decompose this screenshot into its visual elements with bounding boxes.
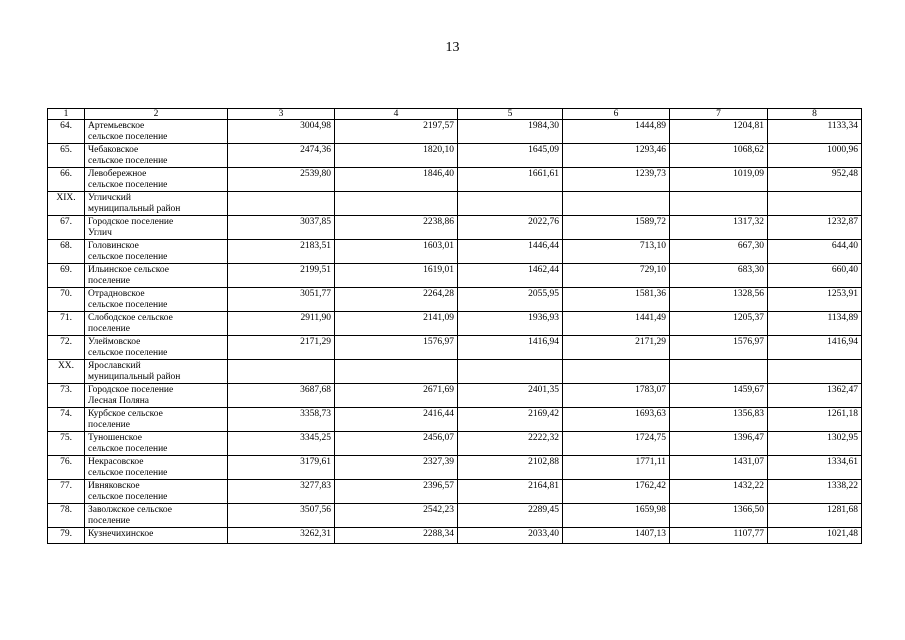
- column-header: 7: [670, 109, 768, 120]
- value-cell-col-3: 3037,85: [228, 216, 335, 240]
- value-cell-col-6: 1771,11: [563, 456, 670, 480]
- value-cell-col-6: 1589,72: [563, 216, 670, 240]
- value-cell-col-8: 1253,91: [768, 288, 862, 312]
- row-number-cell: 75.: [48, 432, 85, 456]
- row-number-cell: 76.: [48, 456, 85, 480]
- table-row: [48, 432, 862, 456]
- value-cell-col-7: 1205,37: [670, 312, 768, 336]
- table-row: [48, 120, 862, 144]
- value-cell-col-8: 1021,48: [768, 528, 862, 544]
- value-cell-col-8: 1362,47: [768, 384, 862, 408]
- settlement-name-cell: Городское поселение Углич: [85, 216, 228, 240]
- value-cell-col-3: 2199,51: [228, 264, 335, 288]
- value-cell-col-6: 1441,49: [563, 312, 670, 336]
- value-cell-col-7: 1204,81: [670, 120, 768, 144]
- value-cell-col-4: 2327,39: [335, 456, 458, 480]
- value-cell-col-8: 1338,22: [768, 480, 862, 504]
- settlement-name-cell: Ильинское сельское поселение: [85, 264, 228, 288]
- value-cell-col-4: 2671,69: [335, 384, 458, 408]
- table-row: [48, 288, 862, 312]
- table-row: [48, 144, 862, 168]
- value-cell-col-5: 2055,95: [458, 288, 563, 312]
- value-cell-col-4: 1603,01: [335, 240, 458, 264]
- value-cell-col-5: 2164,81: [458, 480, 563, 504]
- value-cell-col-5: 1446,44: [458, 240, 563, 264]
- value-cell-col-8: 1416,94: [768, 336, 862, 360]
- column-header: 5: [458, 109, 563, 120]
- table-row: [48, 504, 862, 528]
- settlement-name-cell: Головинское сельское поселение: [85, 240, 228, 264]
- value-cell-col-4: 1619,01: [335, 264, 458, 288]
- value-cell-col-8: [768, 360, 862, 384]
- value-cell-col-7: 1432,22: [670, 480, 768, 504]
- value-cell-col-3: 3345,25: [228, 432, 335, 456]
- value-cell-col-6: 1581,36: [563, 288, 670, 312]
- column-header: 2: [85, 109, 228, 120]
- value-cell-col-7: 1356,83: [670, 408, 768, 432]
- value-cell-col-4: 2288,34: [335, 528, 458, 544]
- value-cell-col-5: 2401,35: [458, 384, 563, 408]
- table-row: [48, 360, 862, 384]
- table-row: [48, 192, 862, 216]
- row-number-cell: 78.: [48, 504, 85, 528]
- value-cell-col-7: 1431,07: [670, 456, 768, 480]
- table-row: [48, 216, 862, 240]
- value-cell-col-3: 3179,61: [228, 456, 335, 480]
- value-cell-col-4: 2416,44: [335, 408, 458, 432]
- column-header: 3: [228, 109, 335, 120]
- value-cell-col-4: 1576,97: [335, 336, 458, 360]
- value-cell-col-6: 1783,07: [563, 384, 670, 408]
- value-cell-col-4: 2264,28: [335, 288, 458, 312]
- settlement-name-cell: Чебаковское сельское поселение: [85, 144, 228, 168]
- value-cell-col-7: 1068,62: [670, 144, 768, 168]
- value-cell-col-7: [670, 192, 768, 216]
- value-cell-col-5: 2222,32: [458, 432, 563, 456]
- value-cell-col-6: 1693,63: [563, 408, 670, 432]
- value-cell-col-5: 2289,45: [458, 504, 563, 528]
- value-cell-col-4: [335, 192, 458, 216]
- table-row: [48, 264, 862, 288]
- row-number-cell: 72.: [48, 336, 85, 360]
- settlement-name-cell: Ярославский муниципальный район: [85, 360, 228, 384]
- column-header: 1: [48, 109, 85, 120]
- page-number: 13: [445, 40, 460, 55]
- row-number-cell: 68.: [48, 240, 85, 264]
- value-cell-col-3: 2474,36: [228, 144, 335, 168]
- value-cell-col-5: 1661,61: [458, 168, 563, 192]
- value-cell-col-8: 952,48: [768, 168, 862, 192]
- value-cell-col-7: 1107,77: [670, 528, 768, 544]
- value-cell-col-6: 1407,13: [563, 528, 670, 544]
- settlement-name-cell: Кузнечихинское: [85, 528, 228, 544]
- value-cell-col-3: 3277,83: [228, 480, 335, 504]
- row-number-cell: 65.: [48, 144, 85, 168]
- tariff-table: [47, 108, 862, 544]
- settlement-name-cell: Артемьевское сельское поселение: [85, 120, 228, 144]
- table-body: [48, 120, 862, 544]
- row-number-cell: 70.: [48, 288, 85, 312]
- value-cell-col-3: 3687,68: [228, 384, 335, 408]
- settlement-name-cell: Курбское сельское поселение: [85, 408, 228, 432]
- settlement-name-cell: Улеймовское сельское поселение: [85, 336, 228, 360]
- value-cell-col-8: 1232,87: [768, 216, 862, 240]
- column-header: 8: [768, 109, 862, 120]
- row-number-cell: 64.: [48, 120, 85, 144]
- value-cell-col-4: 1846,40: [335, 168, 458, 192]
- value-cell-col-6: [563, 192, 670, 216]
- value-cell-col-3: [228, 192, 335, 216]
- value-cell-col-7: 667,30: [670, 240, 768, 264]
- settlement-name-cell: Угличский муниципальный район: [85, 192, 228, 216]
- table-row: [48, 528, 862, 544]
- table-header-row: [48, 109, 862, 120]
- settlement-name-cell: Слободское сельское поселение: [85, 312, 228, 336]
- value-cell-col-5: [458, 192, 563, 216]
- row-number-cell: 71.: [48, 312, 85, 336]
- value-cell-col-6: [563, 360, 670, 384]
- table-row: [48, 336, 862, 360]
- value-cell-col-5: 1984,30: [458, 120, 563, 144]
- value-cell-col-3: 2171,29: [228, 336, 335, 360]
- value-cell-col-4: [335, 360, 458, 384]
- table-row: [48, 480, 862, 504]
- value-cell-col-6: 1659,98: [563, 504, 670, 528]
- value-cell-col-8: 1334,61: [768, 456, 862, 480]
- value-cell-col-8: 660,40: [768, 264, 862, 288]
- value-cell-col-8: 1000,96: [768, 144, 862, 168]
- value-cell-col-7: [670, 360, 768, 384]
- value-cell-col-3: 2539,80: [228, 168, 335, 192]
- value-cell-col-6: 729,10: [563, 264, 670, 288]
- table-row: [48, 240, 862, 264]
- value-cell-col-4: 2197,57: [335, 120, 458, 144]
- value-cell-col-3: 2911,90: [228, 312, 335, 336]
- row-number-cell: XX.: [48, 360, 85, 384]
- value-cell-col-6: 713,10: [563, 240, 670, 264]
- value-cell-col-6: 1293,46: [563, 144, 670, 168]
- value-cell-col-3: 3004,98: [228, 120, 335, 144]
- settlement-name-cell: Городское поселение Лесная Поляна: [85, 384, 228, 408]
- value-cell-col-6: 2171,29: [563, 336, 670, 360]
- value-cell-col-4: 2396,57: [335, 480, 458, 504]
- value-cell-col-6: 1444,89: [563, 120, 670, 144]
- value-cell-col-3: 3262,31: [228, 528, 335, 544]
- settlement-name-cell: Отрадновское сельское поселение: [85, 288, 228, 312]
- value-cell-col-7: 1019,09: [670, 168, 768, 192]
- row-number-cell: 66.: [48, 168, 85, 192]
- value-cell-col-4: 2238,86: [335, 216, 458, 240]
- value-cell-col-5: 2033,40: [458, 528, 563, 544]
- value-cell-col-7: 1328,56: [670, 288, 768, 312]
- value-cell-col-4: 2542,23: [335, 504, 458, 528]
- value-cell-col-6: 1762,42: [563, 480, 670, 504]
- value-cell-col-3: 3358,73: [228, 408, 335, 432]
- value-cell-col-7: 1459,67: [670, 384, 768, 408]
- row-number-cell: 74.: [48, 408, 85, 432]
- value-cell-col-4: 2456,07: [335, 432, 458, 456]
- value-cell-col-7: 1366,50: [670, 504, 768, 528]
- value-cell-col-7: 1317,32: [670, 216, 768, 240]
- value-cell-col-5: 1462,44: [458, 264, 563, 288]
- value-cell-col-8: 644,40: [768, 240, 862, 264]
- value-cell-col-4: 2141,09: [335, 312, 458, 336]
- table-row: [48, 408, 862, 432]
- value-cell-col-8: 1261,18: [768, 408, 862, 432]
- table-row: [48, 312, 862, 336]
- settlement-name-cell: Левобережное сельское поселение: [85, 168, 228, 192]
- column-header: 4: [335, 109, 458, 120]
- value-cell-col-7: 1576,97: [670, 336, 768, 360]
- value-cell-col-5: 1936,93: [458, 312, 563, 336]
- row-number-cell: 69.: [48, 264, 85, 288]
- value-cell-col-3: 2183,51: [228, 240, 335, 264]
- row-number-cell: XIX.: [48, 192, 85, 216]
- table-row: [48, 168, 862, 192]
- value-cell-col-5: 2022,76: [458, 216, 563, 240]
- settlement-name-cell: Заволжское сельское поселение: [85, 504, 228, 528]
- settlement-name-cell: Туношенское сельское поселение: [85, 432, 228, 456]
- value-cell-col-3: 3051,77: [228, 288, 335, 312]
- value-cell-col-3: [228, 360, 335, 384]
- row-number-cell: 73.: [48, 384, 85, 408]
- value-cell-col-4: 1820,10: [335, 144, 458, 168]
- value-cell-col-5: 2169,42: [458, 408, 563, 432]
- value-cell-col-8: 1281,68: [768, 504, 862, 528]
- settlement-name-cell: Некрасовское сельское поселение: [85, 456, 228, 480]
- value-cell-col-6: 1239,73: [563, 168, 670, 192]
- row-number-cell: 79.: [48, 528, 85, 544]
- table-row: [48, 384, 862, 408]
- value-cell-col-8: [768, 192, 862, 216]
- row-number-cell: 77.: [48, 480, 85, 504]
- value-cell-col-7: 683,30: [670, 264, 768, 288]
- value-cell-col-5: [458, 360, 563, 384]
- row-number-cell: 67.: [48, 216, 85, 240]
- value-cell-col-7: 1396,47: [670, 432, 768, 456]
- value-cell-col-8: 1133,34: [768, 120, 862, 144]
- value-cell-col-8: 1134,89: [768, 312, 862, 336]
- value-cell-col-6: 1724,75: [563, 432, 670, 456]
- value-cell-col-5: 2102,88: [458, 456, 563, 480]
- settlement-name-cell: Ивняковское сельское поселение: [85, 480, 228, 504]
- value-cell-col-5: 1416,94: [458, 336, 563, 360]
- value-cell-col-8: 1302,95: [768, 432, 862, 456]
- column-header: 6: [563, 109, 670, 120]
- value-cell-col-3: 3507,56: [228, 504, 335, 528]
- value-cell-col-5: 1645,09: [458, 144, 563, 168]
- table-row: [48, 456, 862, 480]
